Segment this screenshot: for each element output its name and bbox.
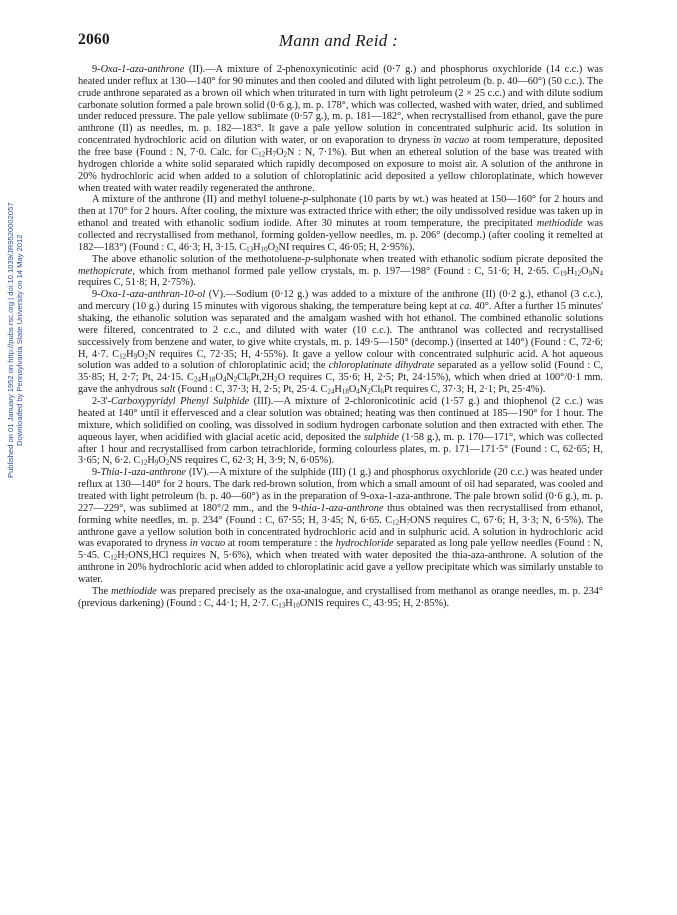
text-run: thus obtained was then recrystallised from ethanol, forming white needles, m. p. 234° (Found : C, 67·55; H, 3·45; N, 6·65. C — [78, 502, 603, 526]
italic-term: hydrochloride — [335, 538, 394, 550]
text-run: (III).—A mixture of 2-chloronicotinic acid (1·57 g.) and thiophenol (2 c.c.) was heated at 140° until it effervesced and a clear solution was obtained; heating was then continued at 185—190° for 1 hour. The mixture, which solidified on cooling, was dissolved in sodium hydrogen carbonate solution and then extracted with ether. The aqueous layer, when acidified with glacial acetic acid, deposited the — [78, 396, 603, 443]
text-run: N — [592, 265, 600, 277]
text-run: separated as a yellow solid (Found : C, 35·85; H, 2·7; Pt, 24·15. C — [78, 360, 603, 384]
article-body — [78, 64, 603, 610]
italic-term: Thia-1-aza-anthrone — [100, 467, 186, 479]
text-run: was collected and recrystallised from methanol, forming golden-yellow needles, m. p. 206° (decomp.) (after cooling it remelted at 182—183°) (Found : C, 46·3; H, 3·15. C — [78, 218, 603, 253]
text-run: H — [147, 455, 155, 467]
formula-subscript: 12 — [392, 518, 400, 527]
formula-subscript: 7 — [406, 518, 411, 527]
formula-subscript: 2 — [233, 375, 238, 384]
formula-subscript: 4 — [599, 269, 603, 278]
paragraph-sulphide — [78, 396, 603, 467]
page-header — [0, 0, 677, 60]
text-run: H — [126, 348, 134, 360]
italic-term: in vacuo — [189, 538, 226, 550]
text-run: H — [285, 597, 293, 609]
text-run: H — [253, 241, 261, 253]
text-run: O — [276, 147, 284, 159]
text-run: requires C, 51·8; H, 2·75%). — [78, 277, 196, 289]
formula-subscript: 13 — [278, 601, 286, 610]
text-run: H — [566, 265, 575, 277]
text-run: (V).—Sodium (0·12 g.) was added to a mixture of the anthrone (II) (0·2 g.), ethanol (3 c.c.), and mercury (10 g.) during 15 minutes with vigorous shaking, the temperature being kept at — [78, 289, 603, 313]
text-run: at room temperature : the — [225, 538, 336, 550]
italic-term: p — [305, 253, 311, 265]
formula-subscript: 9 — [133, 352, 138, 361]
formula-subscript: 4 — [356, 387, 360, 396]
text-run: NS requires C, 62·3; H, 3·9; N, 6·05%). — [169, 455, 335, 467]
text-run: 9- — [92, 64, 101, 75]
formula-subscript: 12 — [140, 458, 148, 467]
italic-term: ca. — [459, 301, 472, 313]
formula-subscript: 9 — [588, 269, 593, 278]
text-run: H — [399, 514, 407, 526]
text-run: O — [215, 372, 223, 384]
text-run: -sulphonate when treated with ethanolic sodium picrate deposited the — [310, 253, 603, 265]
formula-subscript: 6 — [246, 375, 251, 384]
text-run: H — [265, 147, 273, 159]
formula-subscript: 2 — [165, 458, 170, 467]
text-run: N — [359, 384, 368, 396]
paragraph-oxa-aza-anthrone — [78, 64, 603, 194]
formula-subscript: 12 — [258, 150, 266, 159]
page-number: 2060 — [78, 31, 110, 48]
text-run: The — [92, 585, 112, 597]
paragraph-methiodide-prep — [78, 194, 603, 253]
formula-subscript: 7 — [124, 553, 129, 562]
text-run: Pt requires C, 37·3; H, 2·1; Pt, 25·4%). — [383, 384, 546, 396]
italic-term: Oxa-1-aza-anthrone — [100, 64, 185, 75]
formula-subscript: 24 — [327, 387, 335, 396]
side-watermark — [6, 120, 22, 560]
formula-subscript: 2 — [367, 387, 371, 396]
text-run: H — [117, 550, 125, 562]
formula-subscript: 2 — [283, 150, 288, 159]
formula-subscript: 10 — [260, 245, 268, 254]
text-run: The above ethanolic solution of the methotoluene- — [92, 253, 306, 265]
formula-subscript: 12 — [574, 269, 582, 278]
text-run: , which from methanol formed pale yellow crystals, m. p. 197—198° (Found : C, 51·6; H, 2·65. C — [132, 265, 560, 277]
formula-subscript: 24 — [193, 375, 201, 384]
italic-term: Oxa-1-aza-anthran-10-ol — [100, 289, 206, 301]
text-run: O — [348, 384, 357, 396]
formula-subscript: 18 — [208, 375, 216, 384]
formula-subscript: 2 — [274, 375, 278, 384]
text-run: separated as long pale yellow needles (Found : N, 5·45. C — [78, 538, 603, 562]
text-run: H — [200, 372, 209, 384]
paragraph-thia-methiodide — [78, 586, 603, 610]
italic-term: salt — [160, 384, 176, 396]
text-run: ONS requires C, 67·6; H, 3·3; N, 6·5%). The anthrone gave a yellow solution both in concentrated hydrochloric acid and in sulphuric acid. A solution in hydrochloric acid was evaporated to dryness — [78, 514, 603, 550]
text-run: H — [334, 384, 342, 396]
text-run: Pt,2H — [250, 372, 275, 384]
formula-subscript: 12 — [119, 352, 127, 361]
text-run: (Found : C, 37·3; H, 2·5; Pt, 25·4. C — [175, 384, 328, 396]
italic-term: in vacuo — [433, 135, 470, 147]
formula-subscript: 19 — [559, 269, 567, 278]
text-run: 9- — [92, 467, 101, 479]
paragraph-thia-aza-anthrone — [78, 467, 603, 586]
formula-subscript: 18 — [341, 387, 349, 396]
text-run: O requires C, 35·6; H, 2·5; Pt, 24·15%), which when dried at 100°/0·1 mm. gave the anhydrous — [78, 372, 603, 396]
running-title: Mann and Reid : — [278, 31, 399, 50]
text-run: 40°. After a further 15 minutes' shaking, the ethanolic solution was separated and the amalgam washed with hot ethanol. The combined ethanolic solutions were filtered, concentrated to 2 c.c., and diluted with water (10 c.c.). The anthranol was collected and recrystallised successively from benzene and water, to give white crystals, m. p. 149·5—150° (decomp.) (inserted at 140°) (Found : C, 72·6; H, 4·7. C — [78, 301, 603, 360]
publication-note-link[interactable]: Published on 01 January 1952 on http://pubs.rsc.org | doi:10.1039/JR9520002057 — [6, 202, 15, 478]
paragraph-methopicrate — [78, 254, 603, 290]
download-note: Downloaded by Pennsylvania State University on 14 May 2012 — [15, 234, 24, 446]
text-run: 9- — [92, 289, 101, 301]
text-run: N : N, 7·1%). But when an ethereal solution of the base was treated with hydrogen chloride a white solid separated which rapidly decomposed on exposure to moist air. A solution of the anthrone in 20% hydrochloric acid when added to a solution of chloroplatinic acid deposited a yellow chloroplatinate, which however when treated with water readily regenerated the anthrone. — [78, 147, 603, 194]
italic-term: sulphide — [363, 431, 399, 443]
text-run: was prepared precisely as the oxa-analogue, and crystallised from methanol as orange needles, m. p. 234° (previous darkening) (Found : C, 44·1; H, 2·7. C — [78, 585, 604, 609]
formula-subscript: 9 — [154, 458, 159, 467]
text-run: N requires C, 72·35; H, 4·55%). It gave a yellow colour with concentrated sulphuric acid. A hot aqueous solution was added to a solution of chloroplatinic acid; the — [78, 348, 603, 372]
text-run: ONS,HCl requires N, 5·6%), which when treated with water deposited the thia-aza-anthrone. A solution of the anthrone in 20% hydrochloric acid when added to chloroplatinic acid gave a yellow precipitate which was similarly unstable to water. — [78, 550, 604, 585]
text-run: -sulphonate (10 parts by wt.) was heated at 150—160° for 2 hours and then at 170° for 2 hours. After cooling, the mixture was extracted thrice with ether; the oily undissolved residue was taken up in ethanol and treated with ethanolic sodium iodide. After 30 minutes at room temperature, the precipitated — [78, 194, 603, 230]
text-run: ONIS requires C, 43·95; H, 2·85%). — [299, 597, 450, 609]
formula-subscript: 13 — [246, 245, 254, 254]
italic-term: methiodide — [536, 218, 583, 230]
text-run: (1·58 g.), m. p. 170—171°, which was collected after 1 hour and recrystallised from carbon tetrachloride, forming colourless plates, m. p. 171—171·5° (Found : C, 62·65; H, 3·65; N, 6·2. C — [78, 431, 603, 467]
text-run: (IV).—A mixture of the sulphide (III) (1 g.) and phosphorus oxychloride (20 c.c.) was heated under reflux at 130—140° for 2 hours. The dark red-brown solution, from which a small amount of oil had separated, was cooled and treated with light petroleum (b. p. 40—60°) as in the preparation of 9-oxa-1-aza-anthrone. The pale brown solid (0·6 g.), m. p. 227—229°, was sublimed at 180°/2 mm., and the 9- — [78, 467, 603, 514]
text-run: Cl — [237, 372, 247, 384]
formula-subscript: 4 — [222, 375, 227, 384]
italic-term: p — [302, 194, 309, 206]
text-run: NI requires C, 46·05; H, 2·95%). — [278, 241, 415, 253]
formula-subscript: 12 — [110, 553, 118, 562]
italic-term: Carboxypyridyl Phenyl Sulphide — [111, 396, 250, 408]
text-run: O — [267, 241, 276, 253]
text-run: N — [226, 372, 234, 384]
formula-subscript: 10 — [292, 601, 300, 610]
italic-term: methiodide — [111, 585, 157, 597]
italic-term: thia-1-aza-anthrone — [300, 502, 384, 514]
formula-subscript: 6 — [380, 387, 384, 396]
text-run: O — [581, 265, 589, 277]
text-run: A mixture of the anthrone (II) and methyl toluene- — [92, 194, 303, 206]
italic-term: chloroplatinate dihydrate — [328, 360, 435, 372]
formula-subscript: 2 — [144, 352, 149, 361]
text-run: 2-3'- — [92, 396, 112, 408]
formula-subscript: 7 — [272, 150, 277, 159]
text-run: O — [158, 455, 166, 467]
italic-term: methopicrate — [78, 265, 133, 277]
text-run: at room temperature, deposited the free base (Found : N, 7·0. Calc. for C — [78, 135, 603, 159]
paragraph-anthranol — [78, 289, 603, 396]
formula-subscript: 2 — [275, 245, 279, 254]
text-run: O — [137, 348, 145, 360]
text-run: (II).—A mixture of 2-phenoxynicotinic acid (0·7 g.) and phosphorus oxychloride (14 c.c.) was heated under reflux at 130—140° for 90 minutes and then cooled and diluted with light petroleum (b. p. 40—60°) (50 c.c.). The crude anthrone separated as a brown oil which when triturated in turn with light petroleum (2 × 25 c.c.) and with dilute sodium carbonate solution formed a pale brown solid (0·6 g.), m. p. 178°, which was collected, washed with water, dried, and sublimed under reduced pressure. The pale yellow sublimate (0·57 g.), m. p. 181—182°, when recrystallised from ethanol, gave the pure anthrone (II) as needles, m. p. 182—183°. It gave a pale yellow solution in concentrated sulphuric acid. Its solution in concentrated hydrochloric acid on dilution with water, or on evaporation to dryness — [78, 64, 603, 147]
text-run: Cl — [370, 384, 381, 396]
